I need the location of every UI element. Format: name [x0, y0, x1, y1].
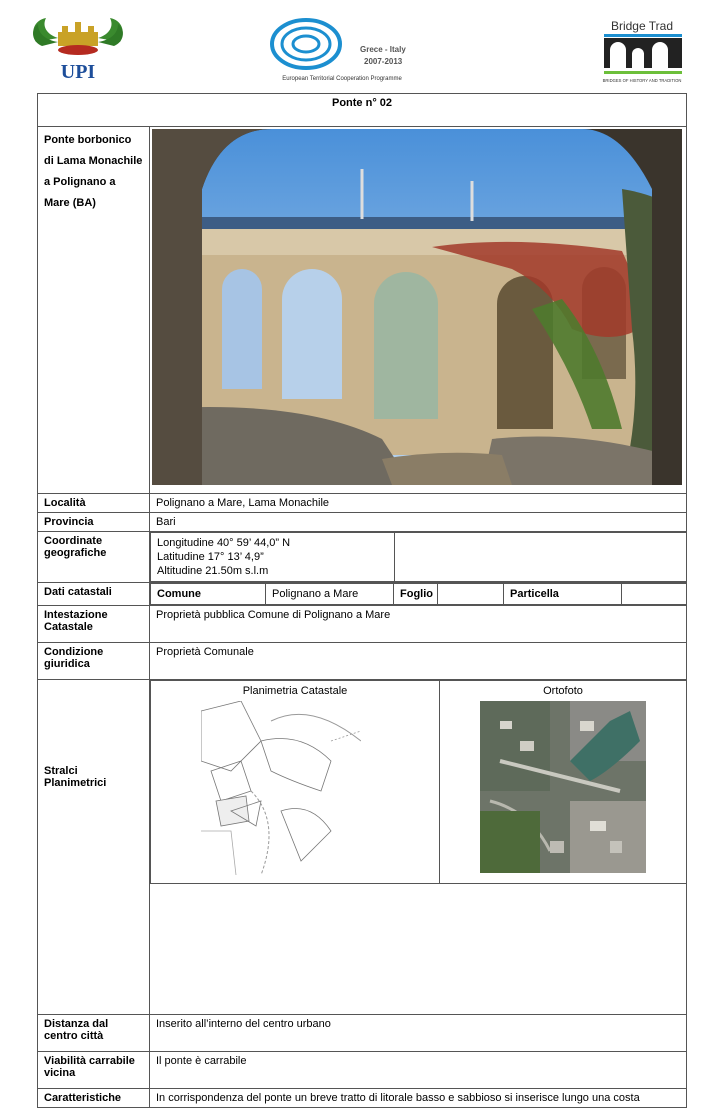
- row-distanza: [38, 1015, 687, 1052]
- foglio-label: Foglio: [394, 584, 438, 605]
- coordinate-label: Coordinate geografiche: [38, 532, 150, 583]
- distanza-label: Distanza dal centro città: [38, 1015, 150, 1052]
- distanza-value: Inserito all’interno del centro urbano: [150, 1015, 687, 1052]
- caratteristiche-value: In corrispondenza del ponte un breve tratto di litorale basso e sabbioso si inserisce lungo una costa: [150, 1089, 687, 1108]
- svg-text:Grece - Italy: Grece - Italy: [360, 45, 406, 54]
- sheet-title: Ponte n° 02: [38, 94, 687, 127]
- svg-text:2007-2013: 2007-2013: [364, 57, 403, 66]
- condizione-value: Proprietà Comunale: [150, 643, 687, 680]
- title-row: [38, 94, 687, 127]
- provincia-label: Provincia: [38, 513, 150, 532]
- particella-label: Particella: [504, 584, 622, 605]
- ortho-photo: [480, 701, 646, 873]
- latitudine: Latitudine 17° 13’ 4,9”: [157, 551, 264, 563]
- row-condizione: [38, 643, 687, 680]
- longitudine: Longitudine 40° 59’ 44,0” N: [157, 537, 291, 549]
- localita-label: Località: [38, 494, 150, 513]
- bridge-photo-cell: [150, 127, 687, 494]
- upi-logo: [28, 12, 128, 86]
- intestazione-label: Intestazione Catastale: [38, 606, 150, 643]
- coordinate-extra: [395, 533, 687, 582]
- altitudine: Altitudine 21.50m s.l.m: [157, 565, 269, 577]
- catastali-label: Dati catastali: [38, 583, 150, 606]
- bridge-photo: [152, 129, 682, 485]
- comune-label: Comune: [151, 584, 266, 605]
- intestazione-value: Proprietà pubblica Comune di Polignano a Mare: [150, 606, 687, 643]
- row-stralci: [38, 680, 687, 1015]
- row-intestazione: [38, 606, 687, 643]
- row-provincia: [38, 513, 687, 532]
- viabilita-value: Il ponte è carrabile: [150, 1052, 687, 1089]
- cadastral-map: [201, 701, 361, 875]
- localita-value: Polignano a Mare, Lama Monachile: [150, 494, 687, 513]
- planimetria-label: Planimetria Catastale: [242, 685, 348, 697]
- row-coordinate: [38, 532, 687, 583]
- bridge-name: Ponte borbonico di Lama Monachile a Polignano a Mare (BA): [38, 127, 150, 494]
- grece-italy-logo: [262, 14, 422, 86]
- comune-value: Polignano a Mare: [266, 584, 394, 605]
- svg-text:BRIDGES OF HISTORY AND TRADITI: BRIDGES OF HISTORY AND TRADITION: [602, 78, 682, 83]
- ortofoto-label: Ortofoto: [543, 685, 583, 697]
- row-caratteristiche: [38, 1089, 687, 1108]
- row-localita: [38, 494, 687, 513]
- caratteristiche-label: Caratteristiche: [38, 1089, 150, 1108]
- bridge-sheet: [37, 93, 687, 1108]
- viabilita-label: Viabilità carrabile vicina: [38, 1052, 150, 1089]
- svg-text:Bridge Trad: Bridge Trad: [610, 19, 674, 33]
- particella-value: [622, 584, 687, 605]
- svg-text:European Territorial Cooperati: European Territorial Cooperation Programme: [282, 76, 402, 82]
- logo-header: [0, 0, 724, 92]
- stralci-label: Stralci Planimetrici: [38, 680, 150, 1015]
- row-catastali: [38, 583, 687, 606]
- row-viabilita: [38, 1052, 687, 1089]
- photo-row: [38, 127, 687, 494]
- upi-text: UPI: [60, 61, 96, 83]
- foglio-value: [438, 584, 504, 605]
- bridge-trad-logo: [600, 16, 684, 84]
- condizione-label: Condizione giuridica: [38, 643, 150, 680]
- provincia-value: Bari: [150, 513, 687, 532]
